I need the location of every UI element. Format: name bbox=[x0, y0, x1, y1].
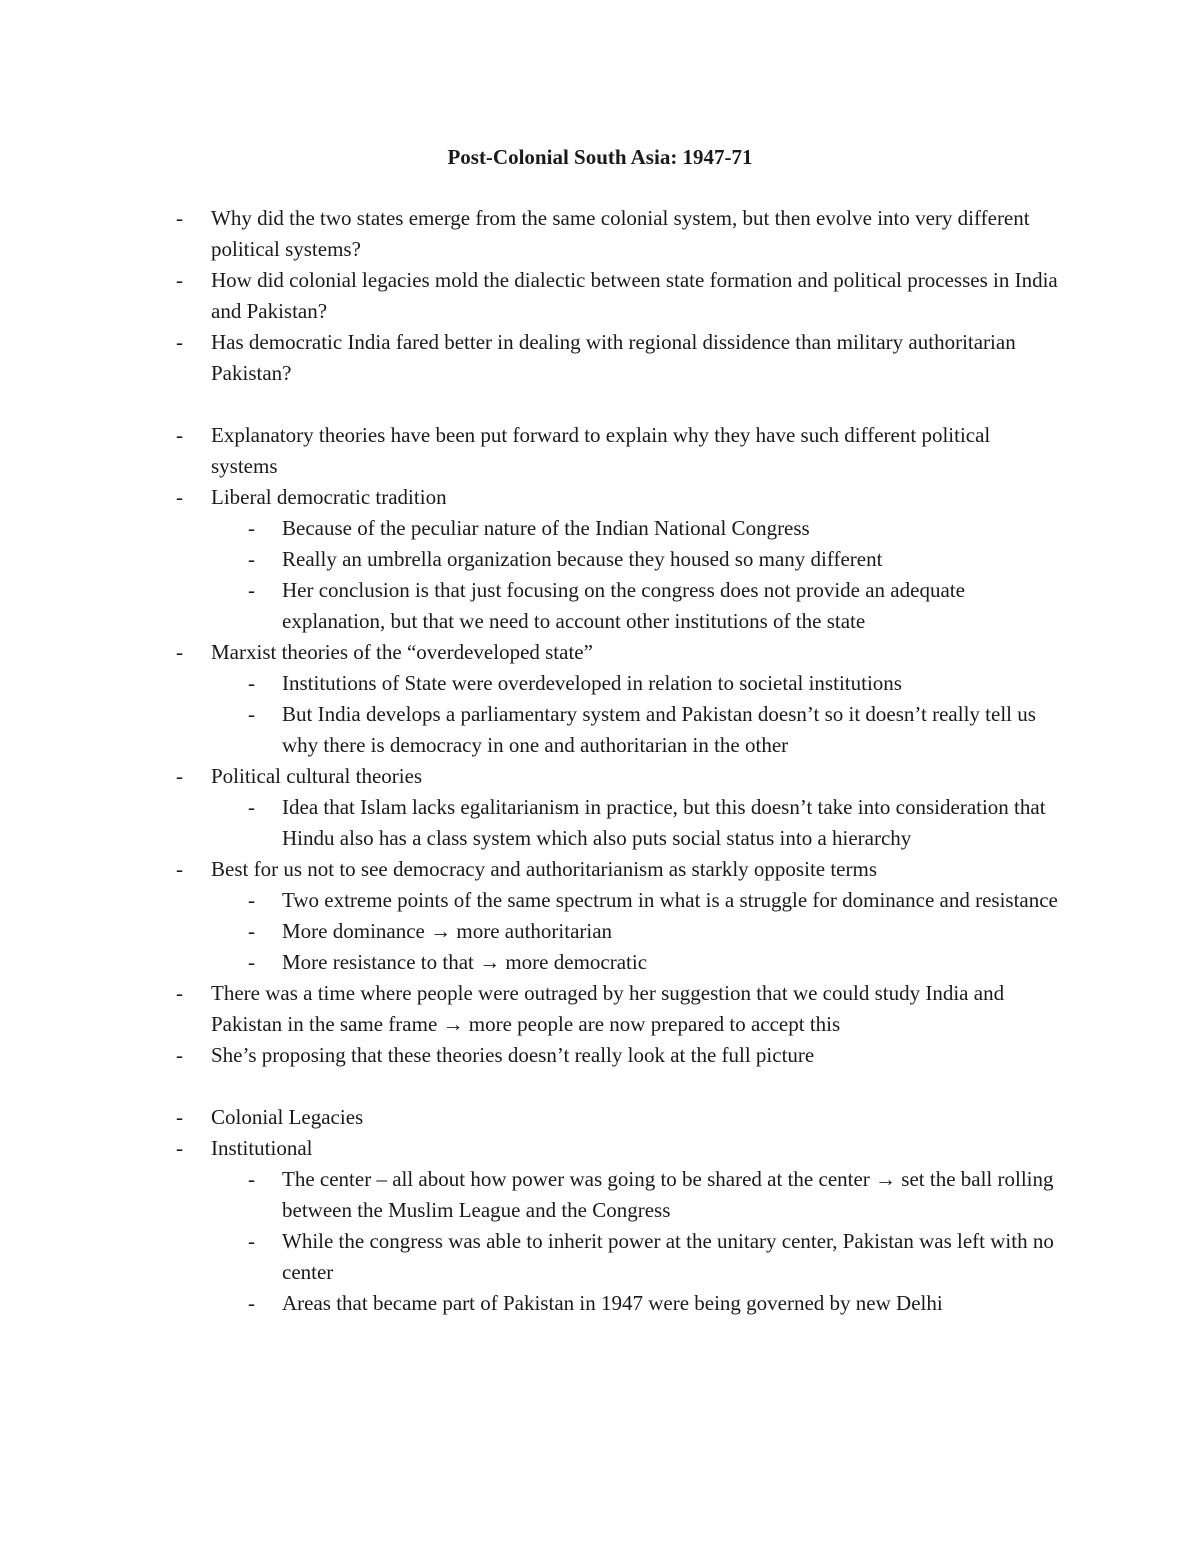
sub-bullet-item bbox=[0, 544, 1200, 575]
bullet-text: But India develops a parliamentary system and Pakistan doesn’t so it doesn’t really tell us why there is democracy in one and authoritarian in the other bbox=[282, 702, 1036, 757]
bullet-dash: - bbox=[248, 516, 255, 540]
bullet-item bbox=[0, 203, 1200, 265]
bullet-dash: - bbox=[176, 206, 183, 230]
bullet-item bbox=[0, 1102, 1200, 1133]
bullet-text: Best for us not to see democracy and authoritarianism as starkly opposite terms bbox=[211, 857, 878, 881]
bullet-item bbox=[0, 854, 1200, 885]
bullet-dash: - bbox=[176, 330, 183, 354]
bullet-dash: - bbox=[248, 950, 255, 974]
section-gap bbox=[0, 389, 1200, 420]
bullet-dash: - bbox=[248, 547, 255, 571]
page-title: Post-Colonial South Asia: 1947-71 bbox=[447, 145, 753, 169]
sub-bullet-item bbox=[0, 1164, 1200, 1226]
bullet-item bbox=[0, 265, 1200, 327]
bullet-dash: - bbox=[248, 919, 255, 943]
bullet-dash: - bbox=[248, 1167, 255, 1191]
section-gap bbox=[0, 1071, 1200, 1102]
bullet-text: Colonial Legacies bbox=[211, 1105, 364, 1129]
bullet-text: Institutions of State were overdeveloped in relation to societal institutions bbox=[282, 671, 902, 695]
bullet-dash: - bbox=[248, 1229, 255, 1253]
bullet-dash: - bbox=[176, 640, 183, 664]
sub-bullet-item bbox=[0, 885, 1200, 916]
bullet-dash: - bbox=[176, 1043, 183, 1067]
bullet-text: Because of the peculiar nature of the Indian National Congress bbox=[282, 516, 810, 540]
bullet-dash: - bbox=[248, 795, 255, 819]
bullet-text: Liberal democratic tradition bbox=[211, 485, 447, 509]
sub-bullet-item bbox=[0, 916, 1200, 947]
sub-bullet-item bbox=[0, 947, 1200, 978]
bullet-item bbox=[0, 761, 1200, 792]
bullet-text: More dominance → more authoritarian bbox=[282, 919, 613, 943]
bullet-text: The center – all about how power was going to be shared at the center → set the ball rolling between the Muslim League and the Congress bbox=[282, 1167, 1054, 1222]
bullet-text: There was a time where people were outraged by her suggestion that we could study India and Pakistan in the same frame → more people are now prepared to accept this bbox=[211, 981, 1005, 1036]
bullet-text: While the congress was able to inherit power at the unitary center, Pakistan was left with no center bbox=[282, 1229, 1054, 1284]
bullet-text: Explanatory theories have been put forward to explain why they have such different political systems bbox=[211, 423, 991, 478]
bullet-text: Has democratic India fared better in dealing with regional dissidence than military authoritarian Pakistan? bbox=[211, 330, 1016, 385]
bullet-item bbox=[0, 482, 1200, 513]
bullet-dash: - bbox=[248, 578, 255, 602]
bullet-text: She’s proposing that these theories doesn’t really look at the full picture bbox=[211, 1043, 815, 1067]
bullet-dash: - bbox=[176, 423, 183, 447]
sub-bullet-item bbox=[0, 513, 1200, 544]
sub-bullet-item bbox=[0, 1226, 1200, 1288]
bullet-dash: - bbox=[248, 702, 255, 726]
bullet-dash: - bbox=[176, 764, 183, 788]
bullet-text: Idea that Islam lacks egalitarianism in practice, but this doesn’t take into consideration that Hindu also has a class system which also puts social status into a hierarchy bbox=[282, 795, 1046, 850]
sub-bullet-item bbox=[0, 792, 1200, 854]
bullet-text: How did colonial legacies mold the dialectic between state formation and political processes in India and Pakistan? bbox=[211, 268, 1058, 323]
bullet-dash: - bbox=[176, 857, 183, 881]
bullet-dash: - bbox=[176, 1105, 183, 1129]
bullet-text: Areas that became part of Pakistan in 1947 were being governed by new Delhi bbox=[282, 1291, 943, 1315]
bullet-text: Marxist theories of the “overdeveloped state” bbox=[211, 640, 593, 664]
bullet-text: More resistance to that → more democratic bbox=[282, 950, 648, 974]
bullet-text: Why did the two states emerge from the same colonial system, but then evolve into very different political systems? bbox=[211, 206, 1030, 261]
bullet-text: Her conclusion is that just focusing on the congress does not provide an adequate explanation, but that we need to account other institutions of the state bbox=[282, 578, 965, 633]
bullet-text: Really an umbrella organization because they housed so many different bbox=[282, 547, 883, 571]
bullet-item bbox=[0, 420, 1200, 482]
notes-body bbox=[0, 203, 1200, 1319]
sub-bullet-item bbox=[0, 668, 1200, 699]
sub-bullet-item bbox=[0, 699, 1200, 761]
bullet-item bbox=[0, 327, 1200, 389]
bullet-dash: - bbox=[248, 888, 255, 912]
bullet-item bbox=[0, 637, 1200, 668]
bullet-text: Political cultural theories bbox=[211, 764, 423, 788]
sub-bullet-item bbox=[0, 1288, 1200, 1319]
bullet-item bbox=[0, 1133, 1200, 1164]
bullet-dash: - bbox=[176, 268, 183, 292]
bullet-dash: - bbox=[248, 1291, 255, 1315]
bullet-item bbox=[0, 1040, 1200, 1071]
bullet-dash: - bbox=[176, 1136, 183, 1160]
bullet-text: Institutional bbox=[211, 1136, 313, 1160]
bullet-dash: - bbox=[176, 981, 183, 1005]
bullet-dash: - bbox=[248, 671, 255, 695]
sub-bullet-item bbox=[0, 575, 1200, 637]
bullet-dash: - bbox=[176, 485, 183, 509]
bullet-text: Two extreme points of the same spectrum in what is a struggle for dominance and resistance bbox=[282, 888, 1058, 912]
bullet-item bbox=[0, 978, 1200, 1040]
